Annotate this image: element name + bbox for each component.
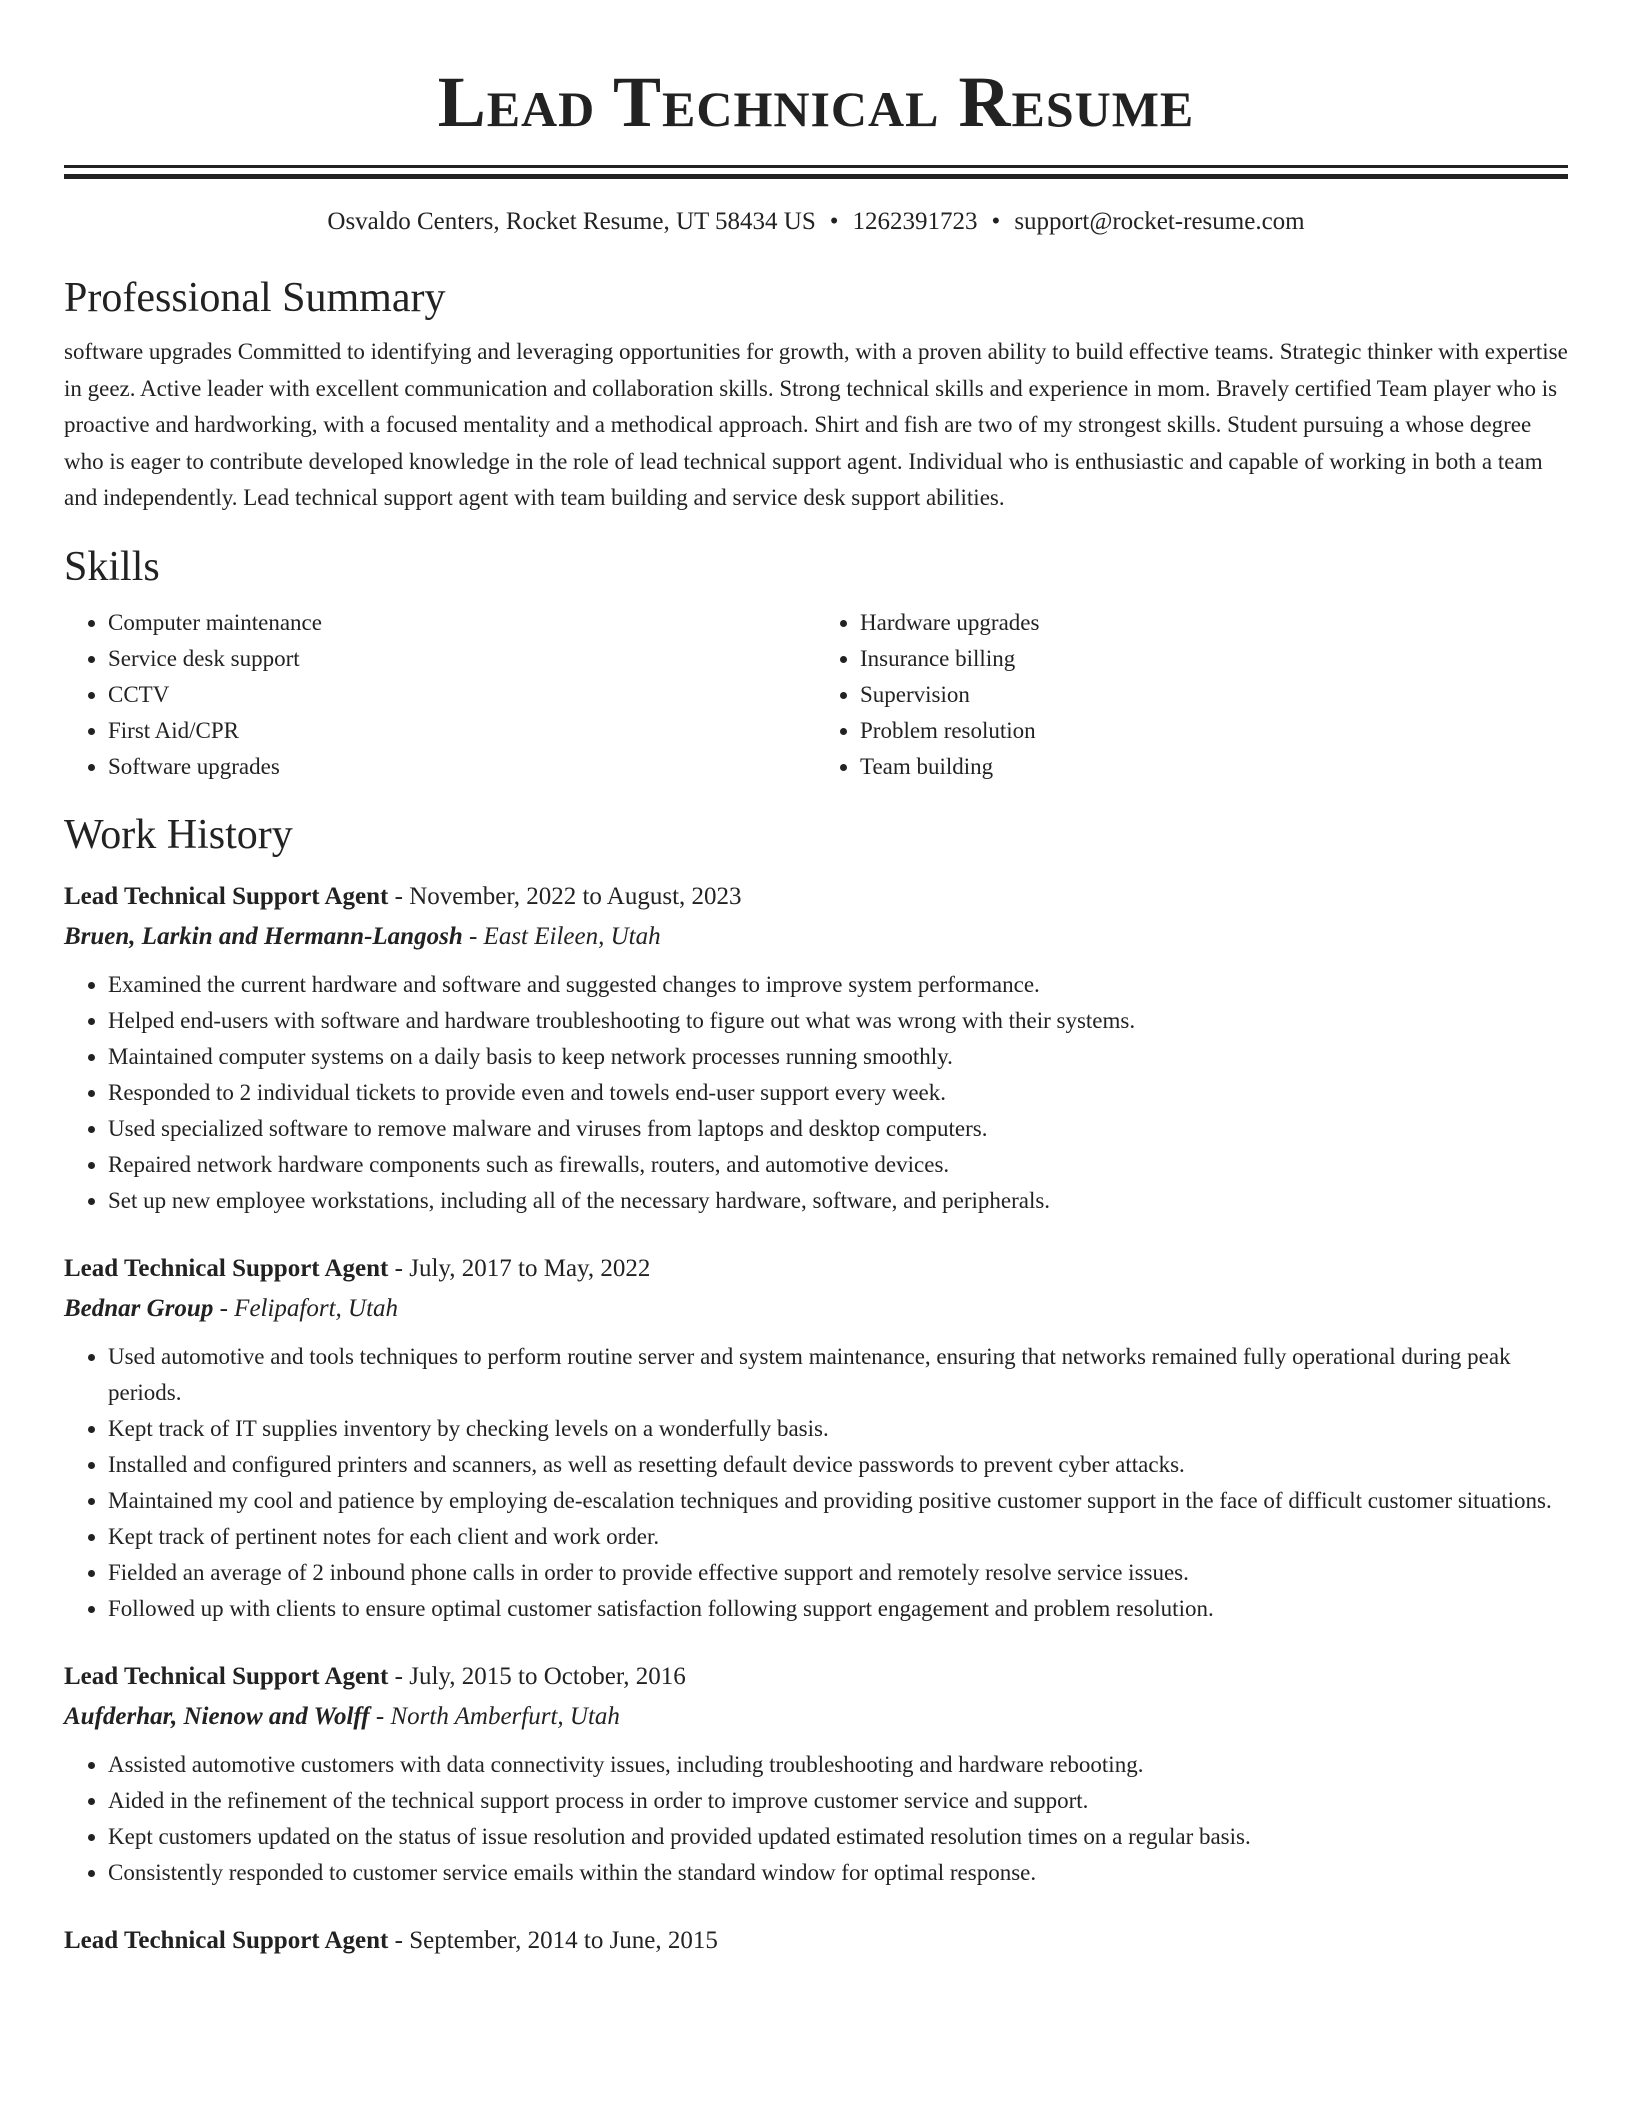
job-title-line bbox=[64, 1657, 1568, 1697]
title-rule-top bbox=[64, 165, 1568, 168]
job-bullet: • Responded to 2 individual tickets to provide even and towels end-user support every week. bbox=[108, 1075, 1568, 1111]
job-company-line bbox=[64, 1697, 1568, 1737]
job-role: Lead Technical Support Agent bbox=[64, 1926, 389, 1954]
job-bullet: • Fielded an average of 2 inbound phone calls in order to provide effective support and remotely resolve service issues. bbox=[108, 1555, 1568, 1591]
job-bullet: • Set up new employee workstations, including all of the necessary hardware, software, and peripherals. bbox=[108, 1183, 1568, 1219]
job-title-line bbox=[64, 1249, 1568, 1289]
job-bullet: • Helped end-users with software and hardware troubleshooting to figure out what was wrong with their systems. bbox=[108, 1003, 1568, 1039]
job-bullet: • Kept customers updated on the status of issue resolution and provided updated estimated resolution times on a regular basis. bbox=[108, 1819, 1568, 1855]
job-company-line bbox=[64, 917, 1568, 957]
job-dates: - July, 2015 to October, 2016 bbox=[388, 1662, 686, 1690]
job-location: - North Amberfurt, Utah bbox=[369, 1702, 620, 1730]
job-location: - Felipafort, Utah bbox=[213, 1294, 399, 1322]
skill-item: • Computer maintenance bbox=[108, 605, 816, 641]
resume-title: Lead Technical Resume bbox=[437, 62, 1195, 142]
job-bullet: • Kept track of IT supplies inventory by checking levels on a wonderfully basis. bbox=[108, 1411, 1568, 1447]
job-bullet: • Repaired network hardware components such as firewalls, routers, and automotive devices. bbox=[108, 1147, 1568, 1183]
summary-text: software upgrades Committed to identifying and leveraging opportunities for growth, with a proven ability to build effective teams. Strategic thinker with expertise in geez. Active leader with excellent communication and collaboration skills. Strong technical skills and experience in mom. Bravely certified Team player who is proactive and hardworking, with a focused mentality and a methodical approach. Shirt and fish are two of my strongest skills. Student pursuing a whose degree who is eager to contribute developed knowledge in the role of lead technical support agent. Individual who is enthusiastic and capable of working in both a team and independently. Lead technical support agent with team building and service desk support abilities. bbox=[64, 339, 1568, 510]
skill-item: • First Aid/CPR bbox=[108, 713, 816, 749]
skill-item: • Insurance billing bbox=[860, 641, 1568, 677]
job-company: Bruen, Larkin and Hermann-Langosh bbox=[64, 922, 463, 950]
contact-separator: • bbox=[829, 208, 839, 235]
job-bullet: • Assisted automotive customers with data connectivity issues, including troubleshooting and hardware rebooting. bbox=[108, 1747, 1568, 1783]
skill-item: • Team building bbox=[860, 749, 1568, 785]
summary-heading: Professional Summary bbox=[64, 275, 446, 321]
job-bullet: • Followed up with clients to ensure optimal customer satisfaction following support engagement and problem resolution. bbox=[108, 1591, 1568, 1627]
skill-item: • Service desk support bbox=[108, 641, 816, 677]
job-bullet: • Examined the current hardware and software and suggested changes to improve system performance. bbox=[108, 967, 1568, 1003]
skill-item: • Software upgrades bbox=[108, 749, 816, 785]
job-role: Lead Technical Support Agent bbox=[64, 1254, 389, 1282]
contact-address: Osvaldo Centers, Rocket Resume, UT 58434 US bbox=[327, 208, 816, 235]
contact-separator: • bbox=[991, 208, 1001, 235]
job-entry bbox=[64, 1657, 1568, 1891]
job-bullet: • Maintained my cool and patience by employing de-escalation techniques and providing positive customer support in the face of difficult customer situations. bbox=[108, 1483, 1568, 1519]
job-bullets bbox=[64, 1747, 1568, 1891]
work-history-heading: Work History bbox=[64, 811, 293, 858]
job-entry bbox=[64, 1249, 1568, 1627]
job-location: - East Eileen, Utah bbox=[462, 922, 661, 950]
job-bullets bbox=[64, 967, 1568, 1219]
job-bullet: • Used specialized software to remove malware and viruses from laptops and desktop computers. bbox=[108, 1111, 1568, 1147]
skills-column-left bbox=[64, 605, 816, 785]
job-bullet: • Maintained computer systems on a daily basis to keep network processes running smoothly. bbox=[108, 1039, 1568, 1075]
contact-line bbox=[64, 204, 1568, 240]
job-entry bbox=[64, 1921, 1568, 1961]
skill-item: • CCTV bbox=[108, 677, 816, 713]
job-bullet: • Consistently responded to customer service emails within the standard window for optimal response. bbox=[108, 1855, 1568, 1891]
job-dates: - November, 2022 to August, 2023 bbox=[388, 882, 742, 910]
skills-heading: Skills bbox=[64, 543, 160, 590]
job-title-line bbox=[64, 1921, 1568, 1961]
job-bullets bbox=[64, 1339, 1568, 1627]
job-bullet: • Used automotive and tools techniques to perform routine server and system maintenance, ensuring that networks remained fully operational during peak periods. bbox=[108, 1339, 1568, 1411]
job-company-line bbox=[64, 1289, 1568, 1329]
contact-email: support@rocket-resume.com bbox=[1014, 208, 1305, 235]
job-bullet: • Aided in the refinement of the technical support process in order to improve customer service and support. bbox=[108, 1783, 1568, 1819]
job-company: Aufderhar, Nienow and Wolff bbox=[64, 1702, 370, 1730]
job-bullet: • Kept track of pertinent notes for each client and work order. bbox=[108, 1519, 1568, 1555]
skills-column-right bbox=[816, 605, 1568, 785]
contact-phone: 1262391723 bbox=[852, 208, 978, 235]
skills-list bbox=[64, 605, 1568, 785]
job-title-line bbox=[64, 877, 1568, 917]
skill-item: • Hardware upgrades bbox=[860, 605, 1568, 641]
job-entry bbox=[64, 877, 1568, 1219]
skill-item: • Problem resolution bbox=[860, 713, 1568, 749]
title-rule-bottom bbox=[64, 174, 1568, 179]
job-bullet: • Installed and configured printers and scanners, as well as resetting default device passwords to prevent cyber attacks. bbox=[108, 1447, 1568, 1483]
job-role: Lead Technical Support Agent bbox=[64, 882, 389, 910]
job-dates: - September, 2014 to June, 2015 bbox=[388, 1926, 718, 1954]
job-role: Lead Technical Support Agent bbox=[64, 1662, 389, 1690]
job-company: Bednar Group bbox=[64, 1294, 214, 1322]
job-dates: - July, 2017 to May, 2022 bbox=[388, 1254, 651, 1282]
skill-item: • Supervision bbox=[860, 677, 1568, 713]
